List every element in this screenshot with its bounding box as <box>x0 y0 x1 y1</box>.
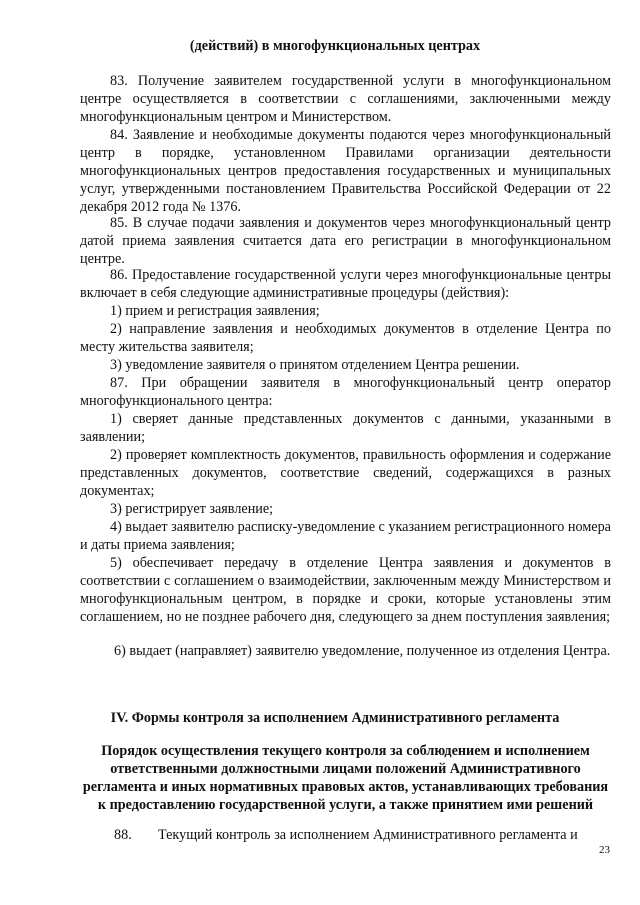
list-item-text: 3) регистрирует заявление; <box>110 501 274 517</box>
paragraph-86 <box>80 266 611 302</box>
list-item-86-1 <box>80 302 611 320</box>
paragraph-text: 84. Заявление и необходимые документы подаются через многофункциональный центр в порядке, установленном Правилами организации деятельности многофункциональных центров предоставления государственных и муниципальных услуг, утвержденными постановлением Правительства Российской Федерации от 22 декабря 2012 года № 1376. <box>80 127 611 215</box>
list-item-87-6 <box>80 642 611 660</box>
list-item-text: 5) обеспечивает передачу в отделение Центра заявления и документов в соответствии с соглашением о взаимодействии, заключенным между Министерством и многофункциональным центром, в порядке и сроки, которые установлены этим соглашением, но не позднее рабочего дня, следующего за днем поступления заявления; <box>80 555 611 625</box>
list-item-86-2 <box>80 320 611 356</box>
list-item-87-1 <box>80 410 611 446</box>
list-item-87-4 <box>80 518 611 554</box>
list-item-87-2 <box>80 446 611 500</box>
paragraph-85 <box>80 214 611 268</box>
list-item-text: 6) выдает (направляет) заявителю уведомление, полученное из отделения Центра. <box>114 643 611 659</box>
subsection-title: Порядок осуществления текущего контроля за соблюдением и исполнением ответственными должностными лицами положений Административного регламента и иных нормативных правовых актов, устанавливающих требования к предоставлению государственной услуги, а также принятием ими решений <box>82 743 609 813</box>
list-item-text: 1) прием и регистрация заявления; <box>110 303 320 319</box>
paragraph-text: 87. При обращении заявителя в многофункциональный центр оператор многофункционального центра: <box>80 375 611 409</box>
list-item-text: 1) сверяет данные представленных документов с данными, указанными в заявлении; <box>80 411 611 445</box>
list-item-87-5 <box>80 554 611 626</box>
section-title: IV. Формы контроля за исполнением Административного регламента <box>110 710 560 726</box>
list-item-text: 3) уведомление заявителя о принятом отделением Центра решении. <box>110 357 520 373</box>
list-item-text: 2) проверяет комплектность документов, правильность оформления и содержание представленных документов, соответствие сведений, содержащихся в разных документах; <box>80 447 611 499</box>
paragraph-text: Текущий контроль за исполнением Административного регламента и <box>158 827 578 843</box>
list-item-86-3 <box>80 356 611 374</box>
paragraph-number: 88. <box>114 827 132 843</box>
paragraph-text: 83. Получение заявителем государственной услуги в многофункциональном центре осуществляется в соответствии с соглашениями, заключенными между многофункциональным центром и Министерством. <box>80 73 611 125</box>
paragraph-83 <box>80 72 611 126</box>
list-item-text: 2) направление заявления и необходимых документов в отделение Центра по месту жительства заявителя; <box>80 321 611 355</box>
paragraph-84 <box>80 126 611 216</box>
list-item-text: 4) выдает заявителю расписку-уведомление с указанием регистрационного номера и даты приема заявления; <box>80 519 611 553</box>
paragraph-text: 86. Предоставление государственной услуги через многофункциональные центры включает в себя следующие административные процедуры (действия): <box>80 267 611 301</box>
section-heading-continuation: (действий) в многофункциональных центрах <box>189 38 481 54</box>
list-item-87-3 <box>80 500 611 518</box>
page-number: 23 <box>599 844 610 856</box>
paragraph-text: 85. В случае подачи заявления и документов через многофункциональный центр датой приема заявления считается дата его регистрации в многофункциональном центре. <box>80 215 611 267</box>
paragraph-87 <box>80 374 611 410</box>
